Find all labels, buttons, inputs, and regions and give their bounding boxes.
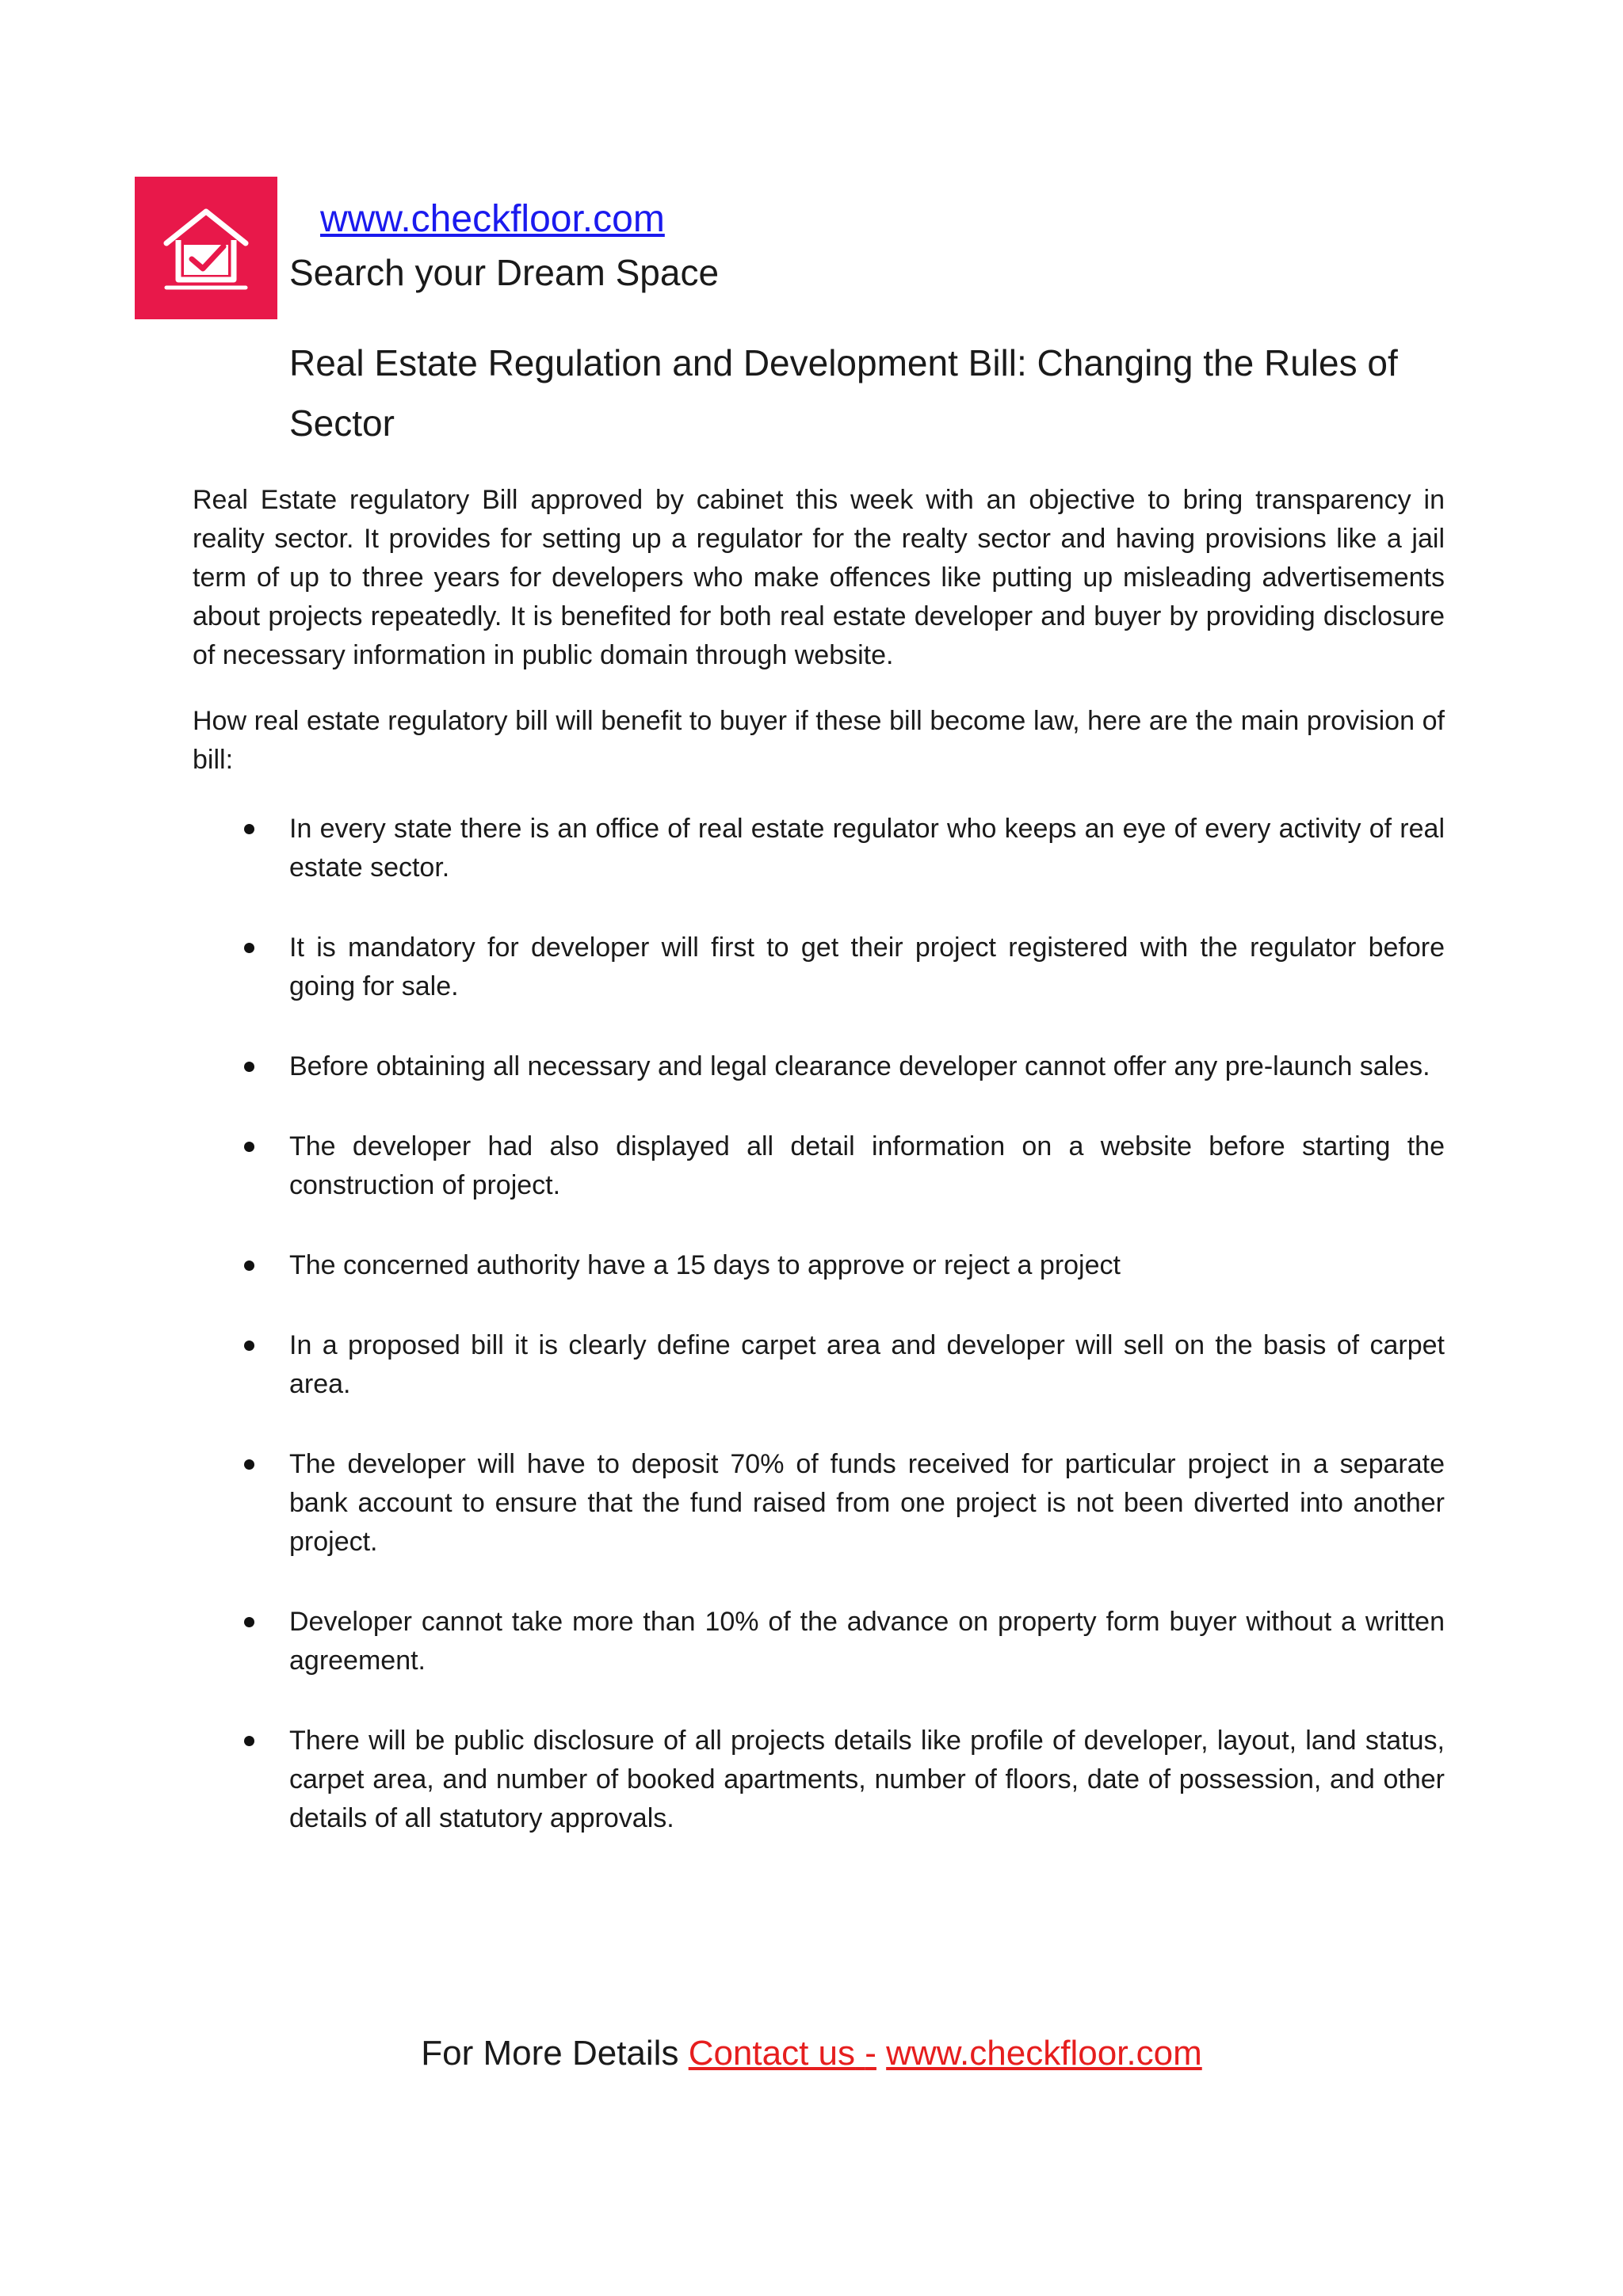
footer-site-link[interactable]: www.checkfloor.com (886, 2034, 1202, 2073)
list-item (193, 1445, 1445, 1562)
bullet-icon (244, 1142, 254, 1152)
footer-prefix: For More Details (421, 2034, 679, 2073)
site-tagline: Search your Dream Space (289, 252, 720, 293)
house-check-icon (135, 177, 277, 319)
provision-text: Before obtaining all necessary and legal clearance developer cannot offer any pre-launch sales. (289, 1051, 1430, 1081)
footer (0, 2030, 1623, 2077)
contact-us-link[interactable]: Contact us - (688, 2034, 876, 2073)
list-item (193, 1603, 1445, 1680)
site-link[interactable]: www.checkfloor.com (320, 198, 665, 240)
provision-text: It is mandatory for developer will first to get their project registered with the regulator before going for sale. (289, 933, 1445, 1001)
provision-text: There will be public disclosure of all projects details like profile of developer, layout, land status, carpet area, and number of booked apartments, number of floors, date of possession, and other details of all statutory approvals. (289, 1726, 1445, 1833)
bullet-icon (244, 1736, 254, 1746)
bullet-icon (244, 1062, 254, 1072)
provision-text: The developer had also displayed all detail information on a website before starting the construction of project. (289, 1131, 1445, 1200)
provision-list (193, 810, 1445, 1879)
provision-text: In every state there is an office of real estate regulator who keeps an eye of every activity of real estate sector. (289, 814, 1445, 883)
bullet-icon (244, 1459, 254, 1470)
bullet-icon (244, 1261, 254, 1271)
bullet-icon (244, 943, 254, 953)
list-item (193, 810, 1445, 887)
list-item (193, 1246, 1445, 1285)
list-item (193, 1326, 1445, 1404)
provision-text: Developer cannot take more than 10% of the advance on property form buyer without a written agreement. (289, 1607, 1445, 1676)
bullet-icon (244, 824, 254, 834)
provision-text: The concerned authority have a 15 days to approve or reject a project (289, 1250, 1121, 1280)
list-item (193, 1722, 1445, 1838)
intro-paragraph: Real Estate regulatory Bill approved by cabinet this week with an objective to bring transparency in reality sector. It provides for setting up a regulator for the realty sector and having provisions like a jail term of up to three years for developers who make offences like putting up misleading advertisements about projects repeatedly. It is benefited for both real estate developer and buyer by providing disclosure of necessary information in public domain through website. (193, 485, 1445, 670)
provision-text: In a proposed bill it is clearly define carpet area and developer will sell on the basis of carpet area. (289, 1330, 1445, 1399)
list-item (193, 1127, 1445, 1205)
bullet-icon (244, 1341, 254, 1351)
provision-text: The developer will have to deposit 70% of funds received for particular project in a separate bank account to ensure that the fund raised from one project is not been diverted into another project. (289, 1449, 1445, 1557)
document-title: Real Estate Regulation and Development Bill: Changing the Rules of Sector (289, 342, 1398, 444)
brand-logo (135, 177, 277, 319)
lead-paragraph: How real estate regulatory bill will benefit to buyer if these bill become law, here are the main provision of bill: (193, 706, 1445, 775)
list-item (193, 1047, 1445, 1086)
list-item (193, 929, 1445, 1006)
bullet-icon (244, 1617, 254, 1627)
